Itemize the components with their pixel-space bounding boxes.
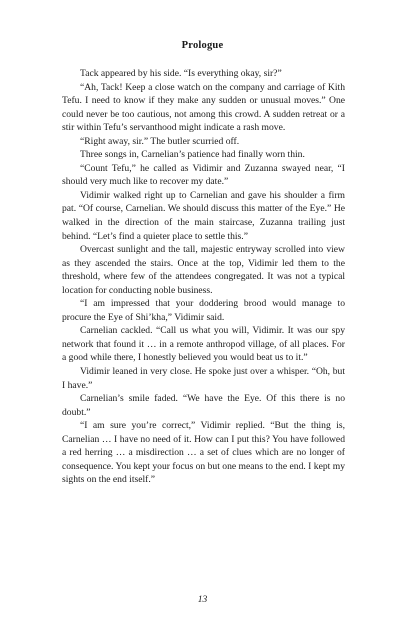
paragraph: “I am impressed that your doddering brood would manage to procure the Eye of Shi’kha,” Vidimir said. (62, 298, 345, 323)
page-number: 13 (197, 595, 208, 605)
paragraph: Tack appeared by his side. “Is everything okay, sir?” (80, 68, 282, 79)
paragraph: “I am sure you’re correct,” Vidimir replied. “But the thing is, Carnelian … I have no need of it. How can I put this? You have followed a red herring … a misdirection … a set of clues which are no longer of consequence. You kept your focus on but one means to the end. I kept my sights on the end itself.” (62, 420, 345, 486)
paragraph: Vidimir leaned in very close. He spoke just over a whisper. “Oh, but I have.” (62, 366, 345, 391)
paragraph: Three songs in, Carnelian’s patience had finally worn thin. (80, 149, 305, 161)
paragraph: “Count Tefu,” he called as Vidimir and Zuzanna swayed near, “I should very much like to recover my date.” (62, 162, 345, 188)
paragraph: Carnelian cackled. “Call us what you will, Vidimir. It was our spy network that found it … in a remote anthropod village, of all places. For a good while there, I honestly believed you would beat us to it.” (62, 325, 345, 364)
body-text (62, 67, 345, 487)
paragraph: Carnelian’s smile faded. “We have the Eye. Of this there is no doubt.” (62, 393, 345, 418)
paragraph: Vidimir walked right up to Carnelian and gave his shoulder a firm pat. “Of course, Carnelian. We should discuss this matter of the Eye.” He walked in the direction of the main staircase, Zuzanna trailing just behind. “Let’s find a quieter place to settle this.” (62, 189, 345, 242)
paragraph: “Right away, sir.” The butler scurried off. (80, 135, 240, 147)
running-head: Prologue (181, 40, 224, 51)
paragraph: “Ah, Tack! Keep a close watch on the company and carriage of Kith Tefu. I need to know if they make any sudden or unusual moves.” One could never be too cautious, not among this crowd. A sudden retreat or a stir within Tefu’s servanthood might indicate a rash move. (62, 81, 345, 134)
paragraph: Overcast sunlight and the tall, majestic entryway scrolled into view as they ascended the stairs. Once at the top, Vidimir led them to the threshold, where few of the attendees congregated. It was not a typical location for conducting noble business. (62, 244, 345, 296)
